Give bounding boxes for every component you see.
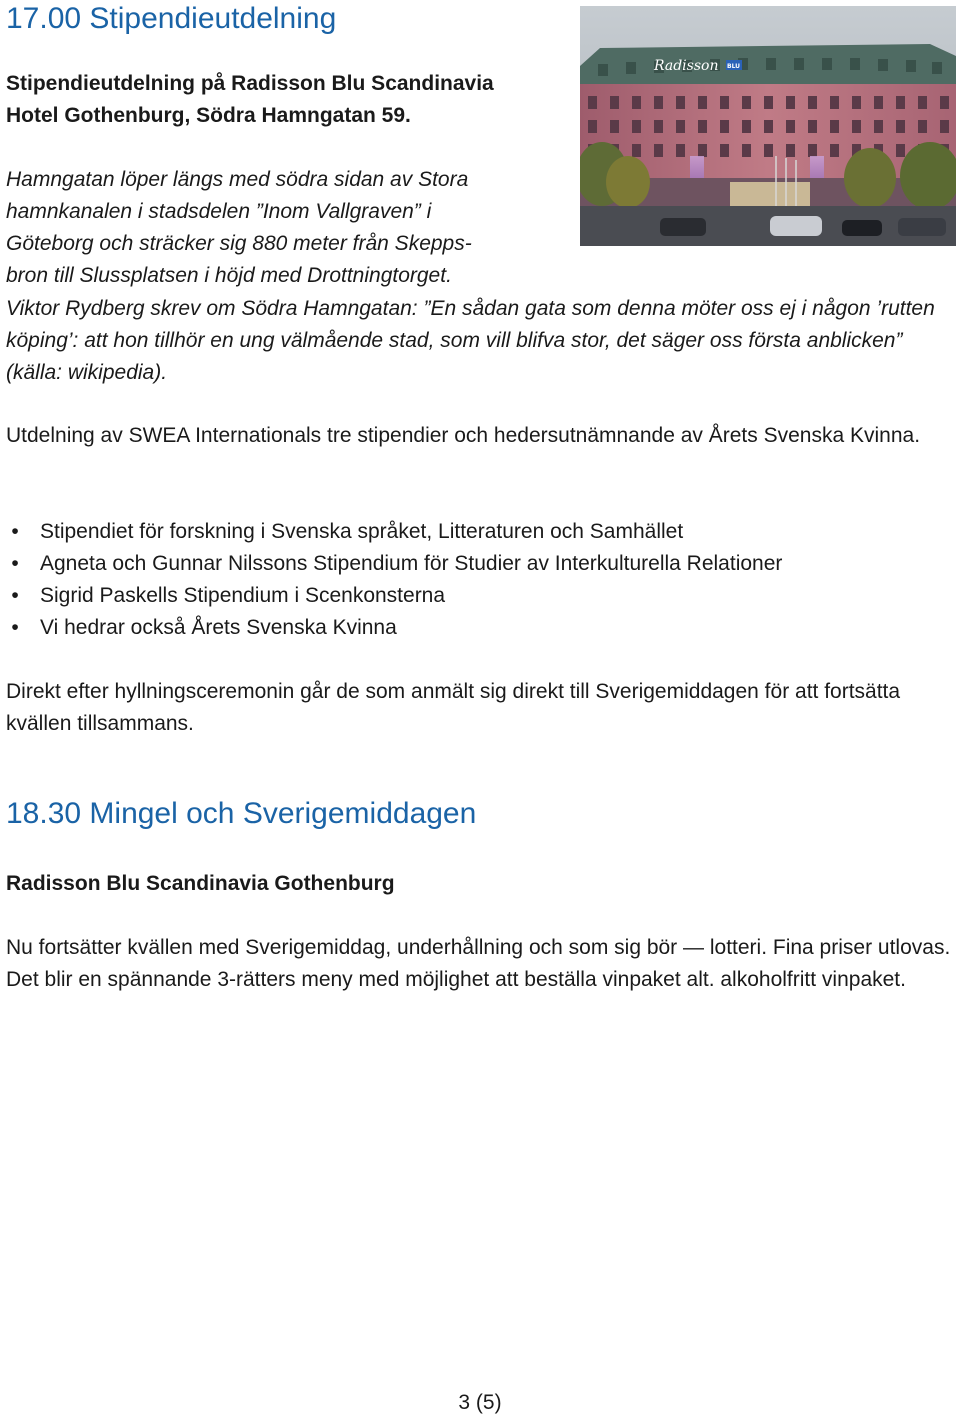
page-number: 3 (5): [458, 1391, 502, 1414]
list-item: [6, 516, 956, 548]
intro-line-4: bron till Slussplatsen i höjd med Drottningtorget.: [6, 264, 452, 287]
bullet-icon: •: [11, 520, 19, 543]
hotel-sign-badge-text: BLU: [727, 63, 741, 70]
bullet-icon: •: [11, 552, 19, 575]
list-item: [6, 612, 956, 644]
direkt-paragraph: Direkt efter hyllningsceremonin går de som anmält sig direkt till Sverigemiddagen för att fortsätta kvällen tillsammans.: [6, 680, 901, 735]
dinner-paragraph: Nu fortsätter kvällen med Sverigemiddag, underhållning och som sig bör — lotteri. Fina priser utlovas. Det blir en spännande 3-rätters meny med möjlighet att beställa vinpaket alt. alkoholfritt vinpaket.: [6, 936, 951, 991]
section-heading-sverigemiddagen: 18.30 Mingel och Sverigemiddagen: [6, 797, 477, 830]
venue-subheading-line1: Stipendieutdelning på Radisson Blu Scandinavia: [6, 72, 494, 95]
list-item-text: Sigrid Paskells Stipendium i Scenkonsterna: [40, 584, 446, 607]
hotel-photo: [580, 6, 956, 246]
list-item: [6, 548, 956, 580]
hotel-sign-text: Radisson: [654, 58, 719, 74]
list-item-text: Agneta och Gunnar Nilssons Stipendium för Studier av Interkulturella Relationer: [40, 552, 783, 575]
intro-line-2: hamnkanalen i stadsdelen ”Inom Vallgraven” i: [6, 200, 432, 223]
entrance-glow: [730, 182, 810, 206]
bullet-icon: •: [11, 584, 19, 607]
dinner-venue-subheading: Radisson Blu Scandinavia Gothenburg: [6, 872, 395, 895]
stipend-list: [6, 516, 956, 644]
bullet-icon: •: [11, 616, 19, 639]
intro-line-1: Hamngatan löper längs med södra sidan av Stora: [6, 168, 469, 191]
hotel-photo-illustration: [580, 6, 956, 246]
utdelning-paragraph: Utdelning av SWEA Internationals tre stipendier och hedersutnämnande av Årets Svenska Kvinna.: [6, 424, 921, 447]
list-item: [6, 580, 956, 612]
list-item-text: Vi hedrar också Årets Svenska Kvinna: [40, 616, 397, 639]
venue-subheading-line2: Hotel Gothenburg, Södra Hamngatan 59.: [6, 104, 411, 127]
list-item-text: Stipendiet för forskning i Svenska språket, Litteraturen och Samhället: [40, 520, 684, 543]
rydberg-quote: Viktor Rydberg skrev om Södra Hamngatan: ”En sådan gata som denna möter oss ej i någon ’rutten köping’: att hon tillhör en ung välmående stad, som vill blifva stor, det säger oss första anblicken” (källa: wikipedia).: [6, 297, 935, 384]
intro-paragraph: [6, 164, 566, 292]
intro-line-3: Göteborg och sträcker sig 880 meter från Skepps-: [6, 232, 472, 255]
cars: [660, 216, 946, 236]
section-heading-stipendieutdelning: 17.00 Stipendieutdelning: [6, 2, 337, 35]
